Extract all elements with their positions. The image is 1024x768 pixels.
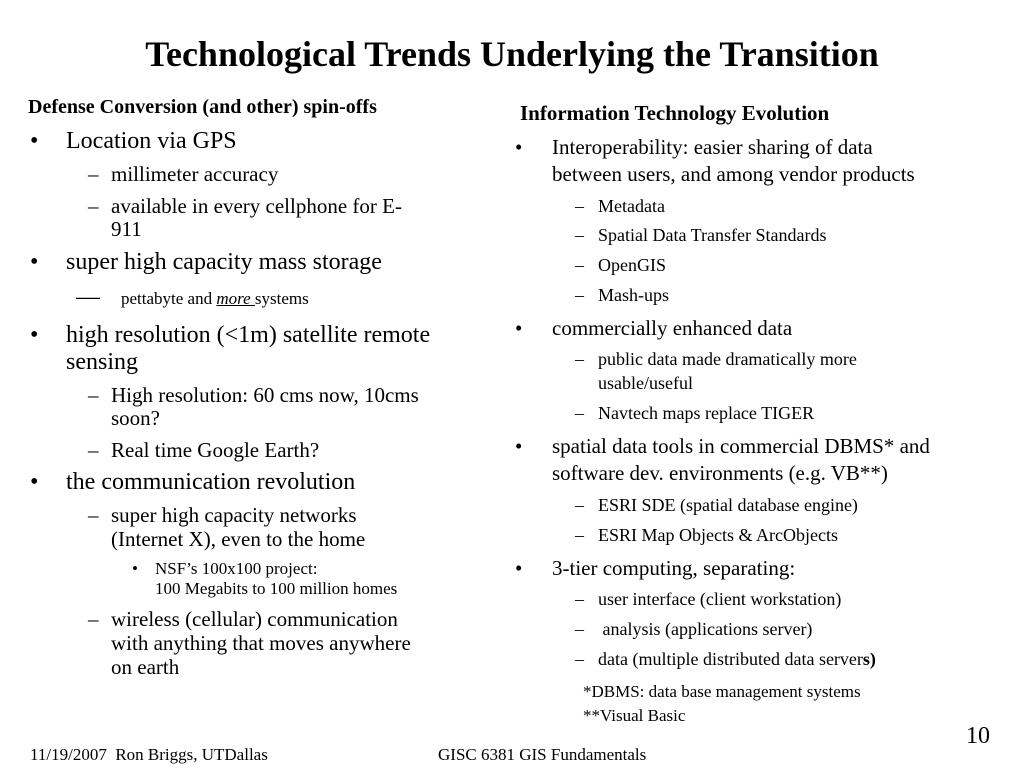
left-sub-highres-line1: High resolution: 60 cms now, 10cms (111, 383, 419, 407)
bullet-marker: • (515, 556, 523, 580)
bullet-marker: • (30, 249, 39, 275)
right-sub-mashups: Mash-ups (598, 285, 669, 305)
left-sub-networks-line1: super high capacity networks (111, 503, 357, 527)
footer-course: GISC 6381 GIS Fundamentals (438, 745, 647, 764)
left-sub-networks-line2: (Internet X), even to the home (111, 527, 366, 551)
bullet-marker: • (30, 322, 39, 348)
dash-marker: — (76, 284, 100, 310)
page-number: 10 (966, 723, 990, 749)
dash-marker: – (575, 619, 584, 639)
right-sub-sdts: Spatial Data Transfer Standards (598, 225, 827, 245)
footnote-dbms: *DBMS: data base management systems (583, 682, 861, 701)
left-sub-millimeter: millimeter accuracy (111, 162, 279, 186)
dash-marker: – (575, 525, 584, 545)
right-bullet-interop-line2: between users, and among vendor products (552, 162, 915, 186)
dash-marker: – (88, 438, 99, 462)
systems-text: systems (254, 289, 309, 308)
right-sub-esri-mapobjects: ESRI Map Objects & ArcObjects (598, 525, 838, 545)
left-sub-wireless-line1: wireless (cellular) communication (111, 607, 398, 631)
pettabyte-text: pettabyte and (121, 289, 217, 308)
dash-marker: – (575, 403, 584, 423)
dash-marker: – (575, 495, 584, 515)
right-sub-public-data-line1: public data made dramatically more (598, 349, 857, 369)
more-emphasis: more (216, 289, 255, 308)
dash-marker: – (88, 503, 99, 527)
left-bullet-storage: super high capacity mass storage (66, 249, 382, 275)
right-sub-public-data-line2: usable/useful (598, 373, 693, 393)
right-bullet-interop-line1: Interoperability: easier sharing of data (552, 135, 873, 159)
bullet-marker: • (30, 128, 39, 154)
right-sub-navtech: Navtech maps replace TIGER (598, 403, 815, 423)
left-bullet-gps: Location via GPS (66, 128, 237, 154)
right-sub-metadata: Metadata (598, 196, 665, 216)
left-sub-cellphone-line2: 911 (111, 217, 142, 241)
left-bullet-satellite-line2: sensing (66, 349, 138, 375)
right-bullet-3tier: 3-tier computing, separating: (552, 556, 796, 580)
dash-marker: – (575, 589, 584, 609)
dash-marker: – (575, 225, 584, 245)
dash-marker: – (88, 607, 99, 631)
dash-marker: – (575, 349, 584, 369)
right-sub-analysis: analysis (applications server) (598, 619, 813, 639)
dash-marker: – (88, 194, 99, 218)
left-subsub-nsf-line1: NSF’s 100x100 project: (155, 559, 318, 578)
left-sub-wireless-line3: on earth (111, 655, 180, 679)
dash-marker: – (575, 649, 584, 669)
dash-marker: – (88, 162, 99, 186)
right-sub-opengis: OpenGIS (598, 255, 666, 275)
left-sub-pettabyte (121, 289, 309, 309)
left-bullet-communication: the communication revolution (66, 469, 356, 495)
left-subsub-nsf-line2: 100 Megabits to 100 million homes (155, 579, 398, 598)
footnote-visual-basic: **Visual Basic (583, 706, 686, 725)
right-column-heading: Information Technology Evolution (520, 101, 830, 125)
slide-title: Technological Trends Underlying the Transition (145, 34, 879, 74)
right-bullet-spatial-tools-line2: software dev. environments (e.g. VB**) (552, 461, 888, 485)
dash-marker: – (575, 196, 584, 216)
bullet-marker: • (132, 559, 138, 578)
left-sub-cellphone-line1: available in every cellphone for E- (111, 194, 402, 218)
footer-date-author: 11/19/2007 Ron Briggs, UTDallas (30, 745, 268, 764)
data-servers-text: data (multiple distributed data server (598, 649, 863, 669)
bullet-marker: • (30, 469, 39, 495)
right-sub-user-interface: user interface (client workstation) (598, 589, 842, 609)
dash-marker: – (88, 383, 99, 407)
data-servers-bold-tail: s) (862, 649, 876, 669)
left-sub-google-earth: Real time Google Earth? (111, 438, 320, 462)
dash-marker: – (575, 255, 584, 275)
right-bullet-commercial-data: commercially enhanced data (552, 316, 793, 340)
right-bullet-spatial-tools-line1: spatial data tools in commercial DBMS* and (552, 434, 930, 458)
right-sub-data-servers (598, 649, 876, 670)
dash-marker: – (575, 285, 584, 305)
left-sub-highres-line2: soon? (111, 406, 160, 430)
left-bullet-satellite-line1: high resolution (<1m) satellite remote (66, 322, 431, 348)
left-sub-wireless-line2: with anything that moves anywhere (111, 631, 411, 655)
left-column-heading: Defense Conversion (and other) spin-offs (28, 96, 377, 118)
right-sub-esri-sde: ESRI SDE (spatial database engine) (598, 495, 858, 515)
bullet-marker: • (515, 135, 523, 159)
bullet-marker: • (515, 316, 523, 340)
bullet-marker: • (515, 434, 523, 458)
